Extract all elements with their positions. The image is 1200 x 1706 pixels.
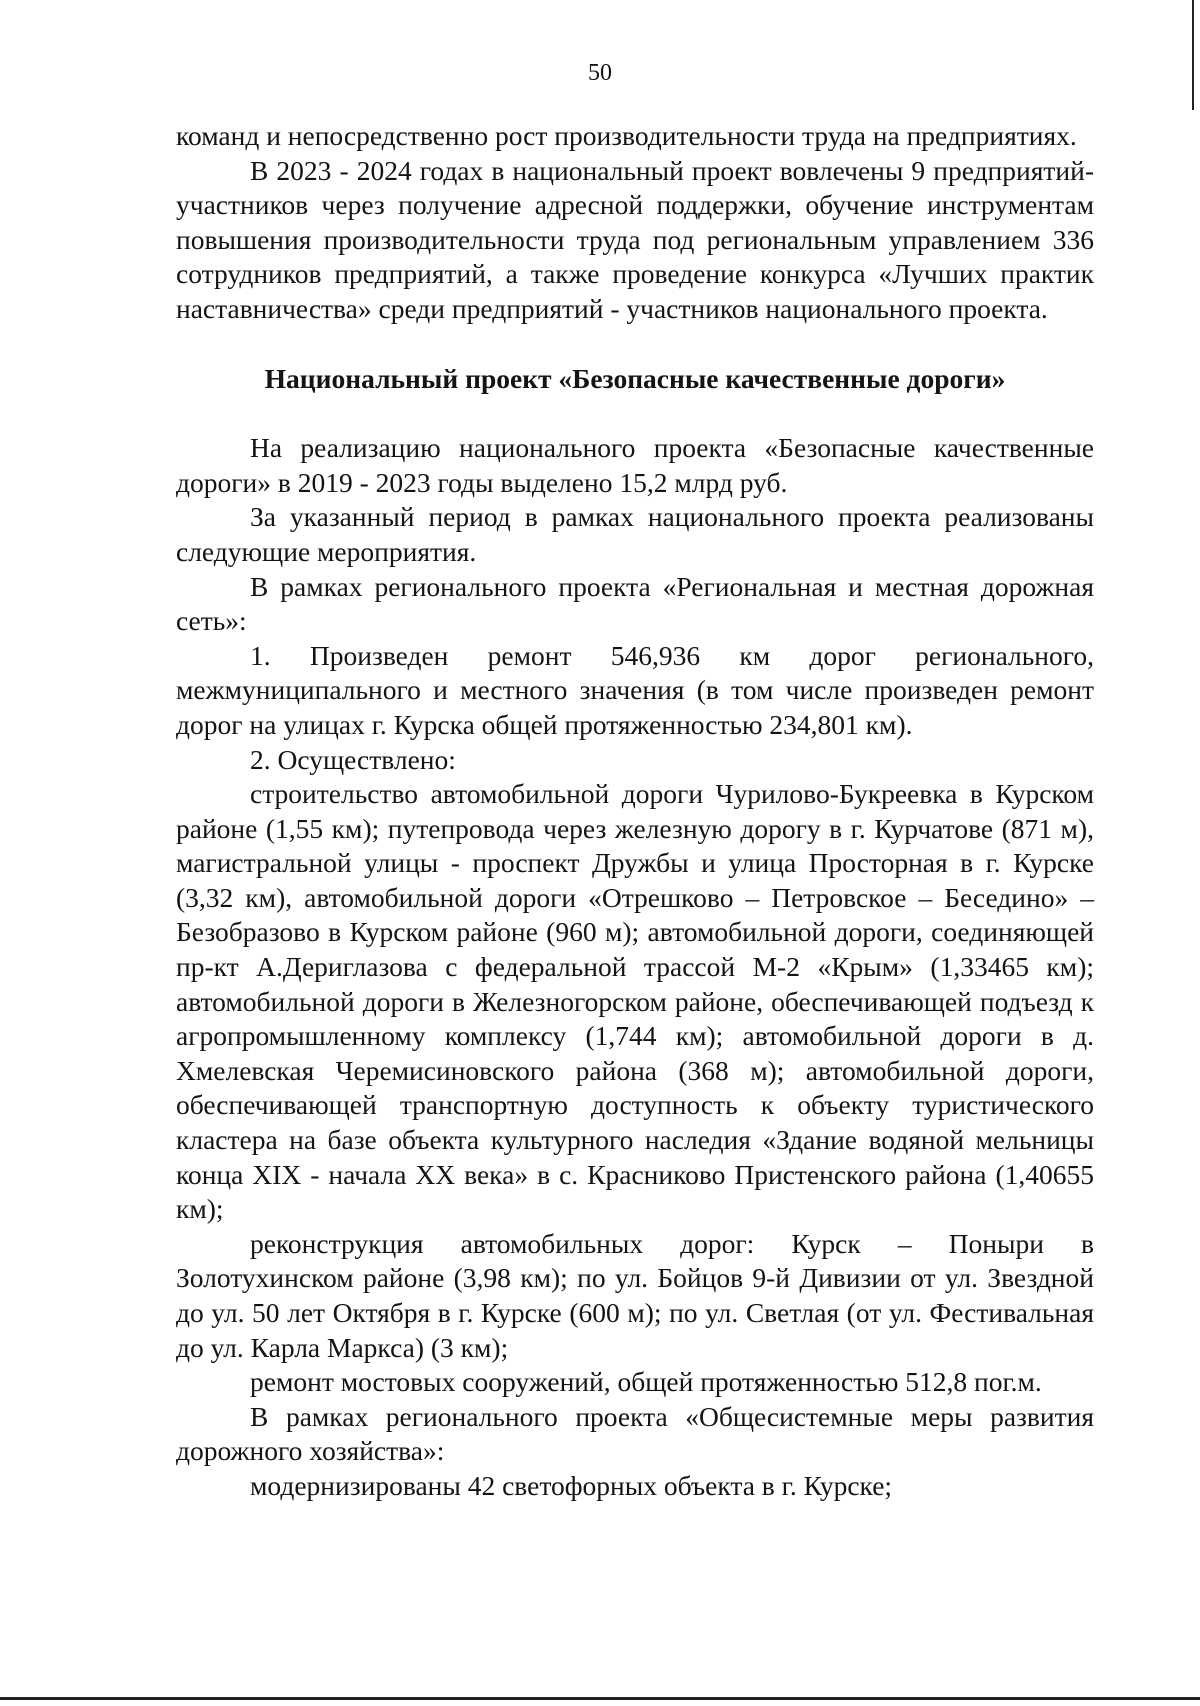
paragraph: На реализацию национального проекта «Безопасные качественные дороги» в 2019 - 2023 годы выделено 15,2 млрд руб. bbox=[176, 432, 1094, 498]
scan-edge-line bbox=[1192, 0, 1194, 110]
paragraph: В рамках регионального проекта «Региональная и местная дорожная сеть»: bbox=[176, 570, 1094, 637]
paragraph: строительство автомобильной дороги Чурилово-Букреевка в Курском районе (1,55 км); путепровода через железную дорогу в г. Курчатове (871 м), магистральной улицы - проспект Дружбы и улица Просторная в г. Курске (3,32 км), автомобильной дороги «Отрешково – Петровское – Беседино» – Безобразово в Курском районе (960 м); автомобильной дороги, соединяющей пр-кт А.Дериглазова с федеральной трассой М-2 «Крым» (1,33465 км); автомобильной дороги в Железногорском районе, обеспечивающей подъезд к агропромышленному комплексу (1,744 км); автомобильной дороги в д. Хмелевская Черемисиновского района (368 м); автомобильной дороги, обеспечивающей транспортную доступность к объекту туристического кластера на базе объекта культурного наследия «Здание водяной мельницы конца XIX - начала XX века» в с. Красниково Пристенского района (1,40655 км); bbox=[176, 778, 1094, 1225]
paragraph: модернизированы 42 светофорных объекта в г. Курске; bbox=[250, 1469, 893, 1501]
scan-edge-line bbox=[0, 1697, 1200, 1700]
paragraph: команд и непосредственно рост производительности труда на предприятиях. bbox=[176, 120, 1077, 151]
list-item: 1. Произведен ремонт 546,936 км дорог регионального, межмуниципального и местного значения (в том числе произведен ремонт дорог на улицах г. Курска общей протяженностью 234,801 км). bbox=[176, 639, 1094, 740]
page-number: 50 bbox=[588, 60, 612, 86]
document-body bbox=[176, 119, 1094, 1504]
paragraph: В рамках регионального проекта «Общесистемные меры развития дорожного хозяйства»: bbox=[176, 1400, 1094, 1467]
list-item: 2. Осуществлено: bbox=[250, 743, 456, 775]
paragraph: В 2023 - 2024 годах в национальный проект вовлечены 9 предприятий-участников через получение адресной поддержки, обучение инструментам повышения производительности труда под региональным управлением 336 сотрудников предприятий, а также проведение конкурса «Лучших практик наставничества» среди предприятий - участников национального проекта. bbox=[176, 154, 1094, 324]
paragraph: За указанный период в рамках национального проекта реализованы следующие мероприятия. bbox=[176, 501, 1094, 567]
paragraph: ремонт мостовых сооружений, общей протяженностью 512,8 пог.м. bbox=[250, 1366, 1042, 1398]
paragraph: реконструкция автомобильных дорог: Курск – Поныри в Золотухинском районе (3,98 км); по ул. Бойцов 9-й Дивизии от ул. Звездной до ул. 50 лет Октября в г. Курске (600 м); по ул. Светлая (от ул. Фестивальная до ул. Карла Маркса) (3 км); bbox=[176, 1227, 1094, 1363]
section-heading: Национальный проект «Безопасные качественные дороги» bbox=[264, 362, 1006, 394]
